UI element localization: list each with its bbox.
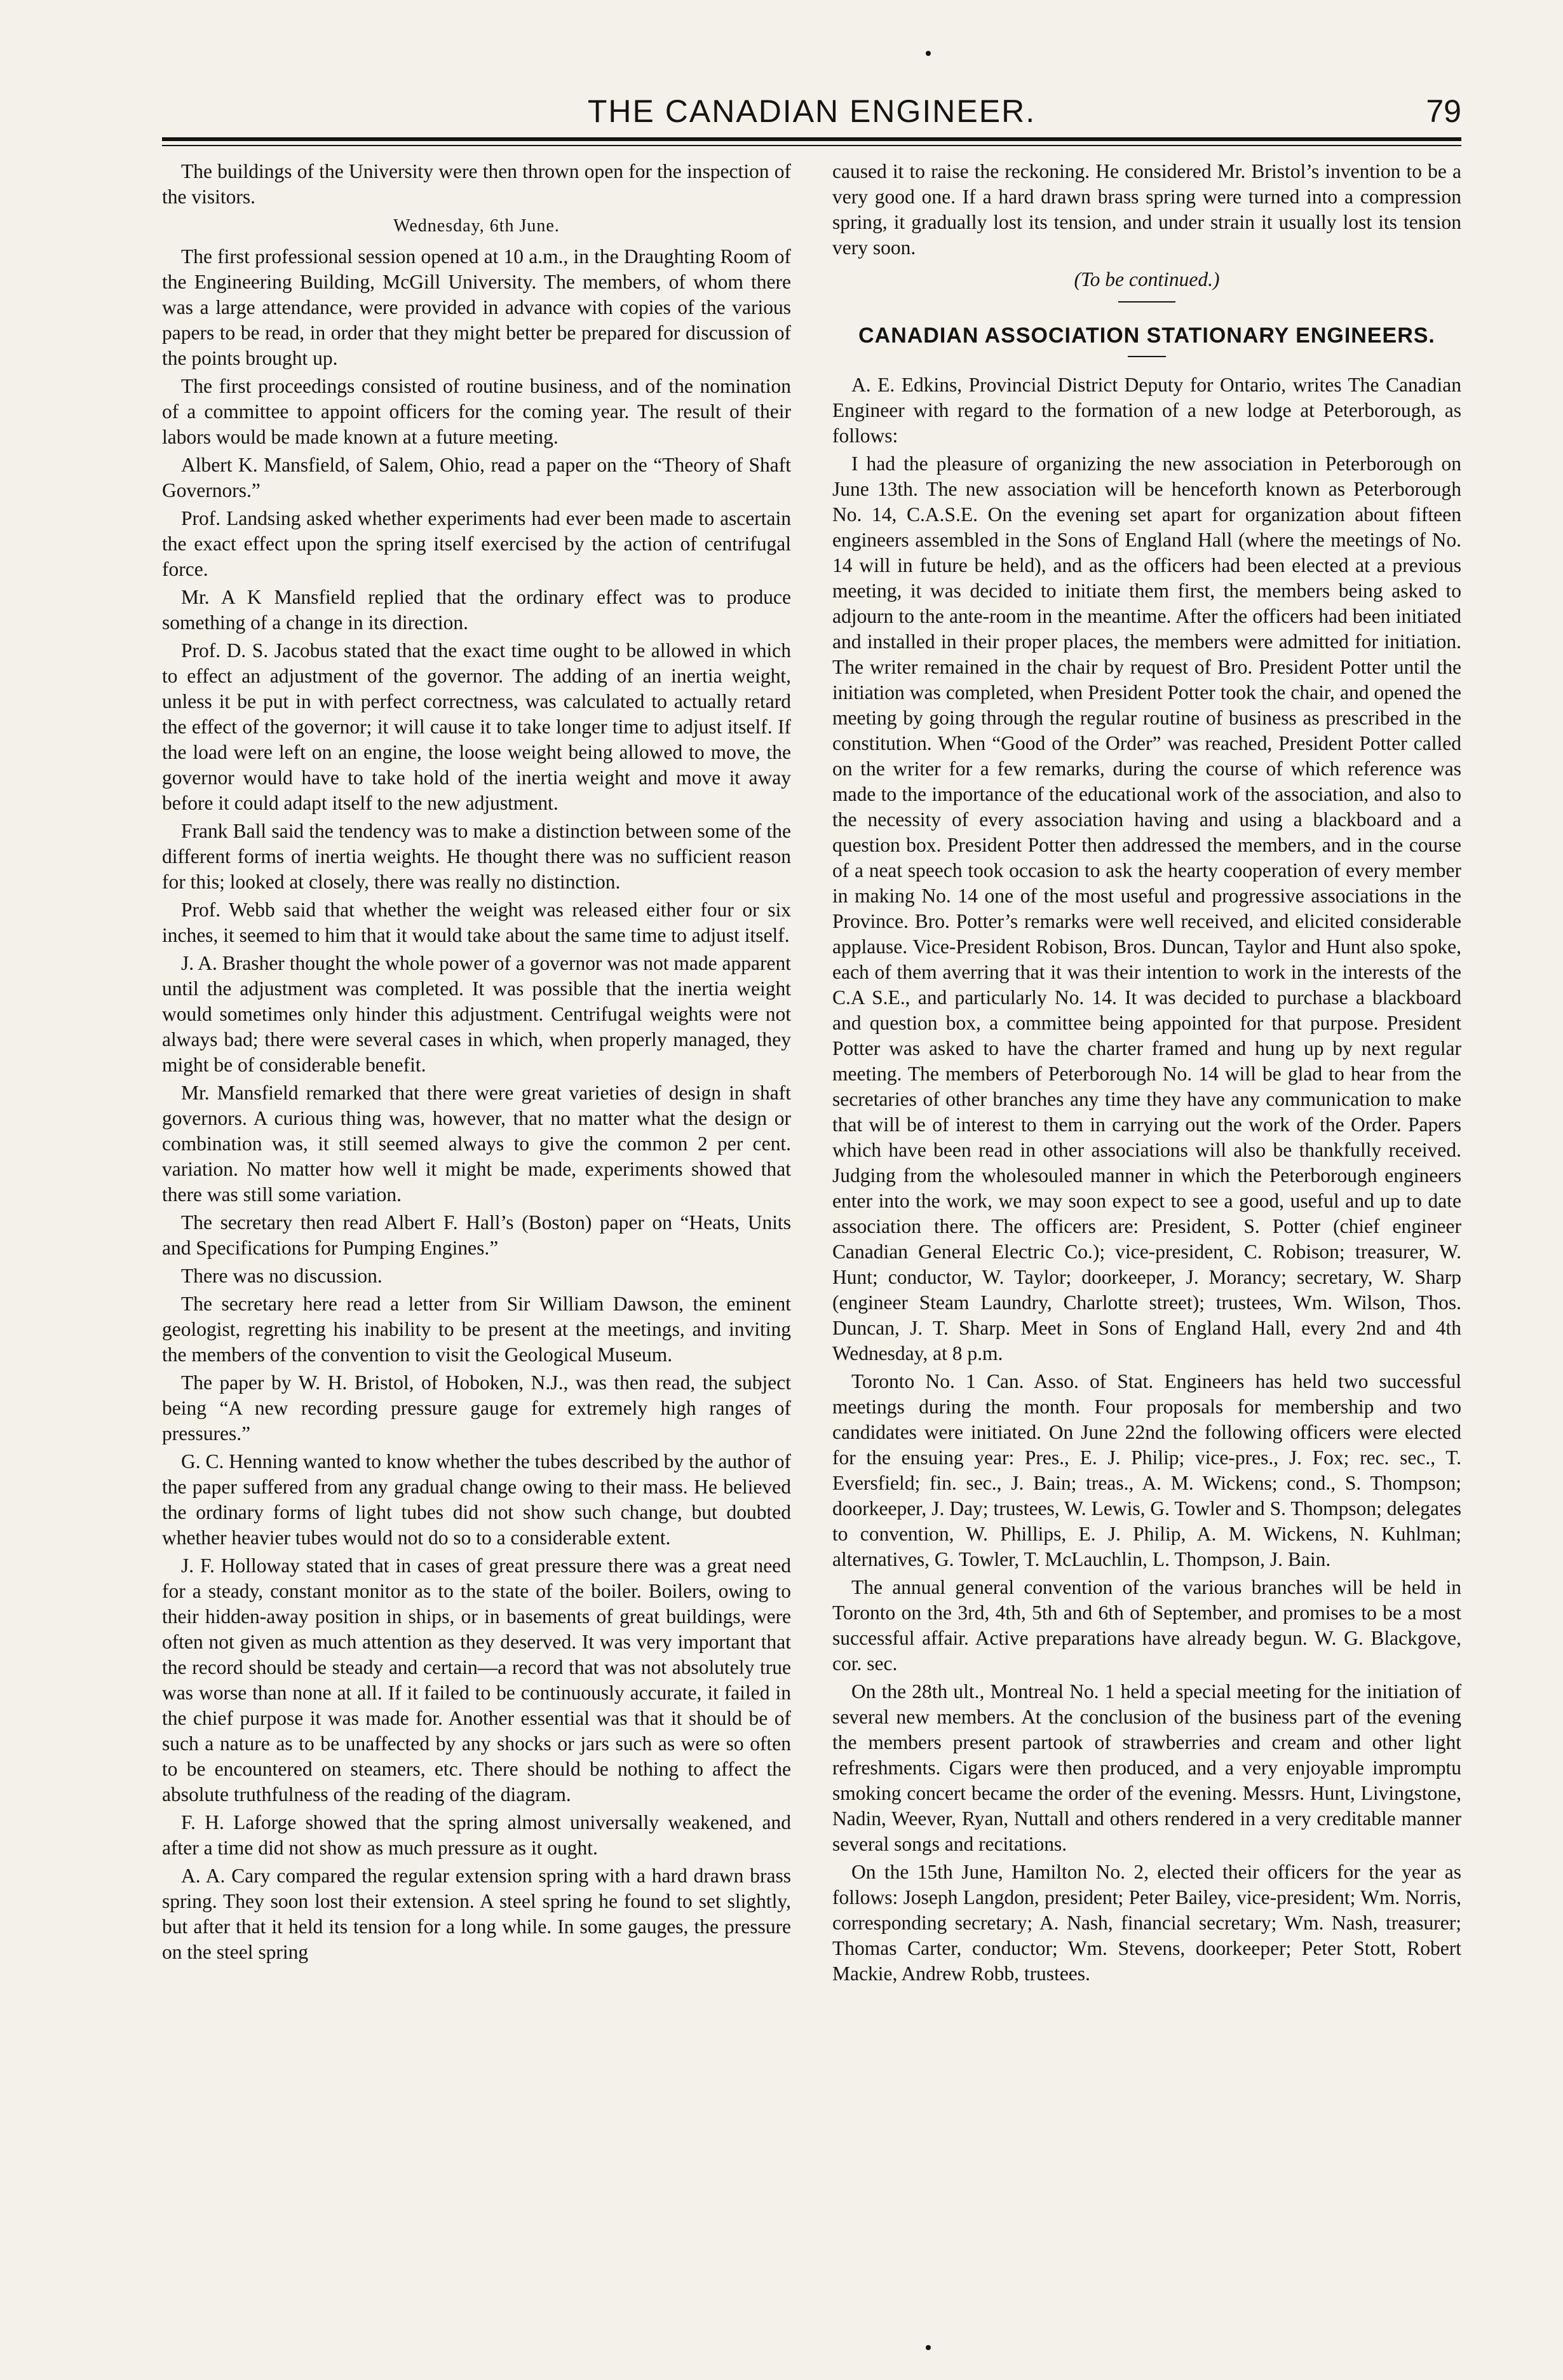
journal-title: THE CANADIAN ENGINEER. xyxy=(587,93,1036,129)
left-column xyxy=(162,159,791,1968)
paragraph: Albert K. Mansfield, of Salem, Ohio, read a paper on the “Theory of Shaft Governors.” xyxy=(162,454,791,501)
paragraph: The secretary then read Albert F. Hall’s (Boston) paper on “Heats, Units and Specifications for Pumping Engines.” xyxy=(162,1211,791,1259)
paragraph: A. A. Cary compared the regular extension spring with a hard drawn brass spring. They soon lost their extension. A steel spring he found to set slightly, but after that it held its tension for a long while. In some gauges, the pressure on the steel spring xyxy=(162,1865,791,1963)
paragraph: On the 15th June, Hamilton No. 2, elected their officers for the year as follows: Joseph Langdon, president; Peter Bailey, vice-president; Wm. Norris, corresponding secretary; A. Nash, financial secretary; Wm. Nash, treasurer; Thomas Carter, conductor; Wm. Stevens, doorkeeper; Peter Stott, Robert Mackie, Andrew Robb, trustees. xyxy=(832,1861,1461,1985)
paragraph: Mr. A K Mansfield replied that the ordinary effect was to produce something of a change in its direction. xyxy=(162,586,791,634)
paragraph: Prof. Webb said that whether the weight was released either four or six inches, it seemed to him that it would take about the same time to adjust itself. xyxy=(162,899,791,946)
paragraph: I had the pleasure of organizing the new association in Peterborough on June 13th. The new association will be henceforth known as Peterborough No. 14, C.A.S.E. On the evening set apart for organization about fifteen engineers assembled in the Sons of England Hall (where the meetings of No. 14 will in future be held), and as the officers had been elected at a previous meeting, it was decided to initiate them first, the members being asked to adjourn to the ante-room in the meantime. After the officers had been initiated and installed in their proper places, the members were admitted for initiation. The writer remained in the chair by request of Bro. President Potter until the initiation was completed, when President Potter took the chair, and opened the meeting by going through the regular routine of business as prescribed in the constitution. When “Good of the Order” was reached, President Potter called on the writer for a few remarks, during the course of which reference was made to the importance of the educational work of the association, and also to the necessity of every association having and using a blackboard and a question box. President Potter then addressed the members, and in the course of a neat speech took occasion to ask the hearty cooperation of every member in making No. 14 one of the most useful and progressive associations in the Province. Bro. Potter’s remarks were well received, and elicited considerable applause. Vice-President Robison, Bros. Duncan, Taylor and Hunt also spoke, each of them averring that it was their intention to work in the interests of the C.A S.E., and particularly No. 14. It was decided to purchase a blackboard and question box, a committee being appointed for that purpose. President Potter was asked to have the charter framed and hung up by next regular meeting. The members of Peterborough No. 14 will be glad to hear from the secretaries of other branches any time they have any communication to make that will be of interest to them in carrying out the work of the Order. Papers which have been read in other associations will also be thankfully received. Judging from the wholesouled manner in which the Peterborough engineers enter into the work, we may soon expect to see a good, useful and up to date association there. The officers are: President, S. Potter (chief engineer Canadian General Electric Co.); vice-president, C. Robison; treasurer, W. Hunt; conductor, W. Taylor; doorkeeper, J. Morancy; secretary, W. Sharp (engineer Steam Laundry, Charlotte street); trustees, Wm. Wilson, Thos. Duncan, J. T. Sharp. Meet in Sons of England Hall, every 2nd and 4th Wednesday, at 8 p.m. xyxy=(832,452,1461,1364)
session-date: Wednesday, 6th June. xyxy=(393,216,560,236)
paragraph: The secretary here read a letter from Sir William Dawson, the eminent geologist, regretting his inability to be present at the meetings, and inviting the members of the convention to visit the Geological Museum. xyxy=(162,1293,791,1366)
paragraph: J. A. Brasher thought the whole power of a governor was not made apparent until the adjustment was completed. It was possible that the inertia weight would sometimes only hinder this adjustment. Centrifugal weights were not always bad; there were several cases in which, when properly managed, they might be of considerable benefit. xyxy=(162,952,791,1076)
paragraph: G. C. Henning wanted to know whether the tubes described by the author of the paper suffered from any gradual change owing to their mass. He believed the ordinary forms of light tubes did not show such change, but doubted whether heavier tubes would not do so to a considerable extent. xyxy=(162,1450,791,1549)
continued-note: (To be continued.) xyxy=(1074,268,1220,290)
page-header xyxy=(162,89,1461,133)
paragraph: There was no discussion. xyxy=(181,1265,382,1287)
paragraph: The buildings of the University were then thrown open for the inspection of the visitors. xyxy=(162,160,791,208)
paragraph: On the 28th ult., Montreal No. 1 held a special meeting for the initiation of several new members. At the conclusion of the business part of the evening the members present partook of strawberries and cream and other light refreshments. Cigars were then produced, and a very enjoyable impromptu smoking concert became the order of the evening. Messrs. Hunt, Livingstone, Nadin, Weever, Ryan, Nuttall and others rendered in a very creditable manner several songs and recitations. xyxy=(832,1680,1461,1855)
paragraph: The first proceedings consisted of routine business, and of the nomination of a committee to appoint officers for the coming year. The result of their labors would be made known at a future meeting. xyxy=(162,375,791,448)
section-divider xyxy=(1118,301,1175,303)
paragraph: Prof. D. S. Jacobus stated that the exact time ought to be allowed in which to effect an adjustment of the governor. The adding of an inertia weight, unless it be put in with perfect correctness, was calculated to actually retard the effect of the governor; it will cause it to take longer time to adjust itself. If the load were left on an engine, the loose weight being allowed to move, the governor would have to take hold of the inertia weight and move it away before it could adapt itself to the new adjustment. xyxy=(162,639,791,814)
page-number: 79 xyxy=(1426,93,1461,129)
section-heading: CANADIAN ASSOCIATION STATIONARY ENGINEERS. xyxy=(858,323,1435,348)
paragraph: Frank Ball said the tendency was to make a distinction between some of the different forms of inertia weights. He thought there was no sufficient reason for this; looked at closely, there was really no distinction. xyxy=(162,820,791,893)
paragraph: The paper by W. H. Bristol, of Hoboken, N.J., was then read, the subject being “A new recording pressure gauge for extremely high ranges of pressures.” xyxy=(162,1371,791,1445)
paragraph: A. E. Edkins, Provincial District Deputy for Ontario, writes The Canadian Engineer with regard to the formation of a new lodge at Peterborough, as follows: xyxy=(832,374,1461,447)
paragraph: Prof. Landsing asked whether experiments had ever been made to ascertain the exact effect upon the spring itself exercised by the action of centrifugal force. xyxy=(162,507,791,580)
paragraph: The first professional session opened at 10 a.m., in the Draughting Room of the Engineering Building, McGill University. The members, of whom there was a large attendance, were provided in advance with copies of the various papers to be read, in order that they might better be prepared for discussion of the points brought up. xyxy=(162,245,791,369)
right-column xyxy=(832,159,1461,1989)
heading-divider xyxy=(1128,356,1166,357)
print-mark xyxy=(926,2345,931,2350)
header-rule-thin xyxy=(162,145,1461,146)
paragraph: F. H. Laforge showed that the spring almost universally weakened, and after a time did not show as much pressure as it ought. xyxy=(162,1811,791,1859)
paragraph: Toronto No. 1 Can. Asso. of Stat. Engineers has held two successful meetings during the month. Four proposals for membership and two candidates were initiated. On June 22nd the following officers were elected for the ensuing year: Pres., E. J. Philip; vice-pres., J. Fox; rec. sec., T. Eversfield; fin. sec., J. Bain; treas., A. M. Wickens; cond., S. Thompson; doorkeeper, J. Day; trustees, W. Lewis, G. Towler and S. Thompson; delegates to convention, W. Phillips, E. J. Philip, A. M. Wickens, N. Kuhlman; alternatives, G. Towler, T. McLauchlin, L. Thompson, J. Bain. xyxy=(832,1370,1461,1570)
header-rule-thick xyxy=(162,137,1461,141)
paragraph: The annual general convention of the various branches will be held in Toronto on the 3rd, 4th, 5th and 6th of September, and promises to be a most successful affair. Active preparations have already begun. W. G. Blackgove, cor. sec. xyxy=(832,1576,1461,1675)
paragraph: Mr. Mansfield remarked that there were great varieties of design in shaft governors. A curious thing was, however, that no matter what the design or combination was, it still seemed always to give the common 2 per cent. variation. No matter how well it might be made, experiments showed that there was still some variation. xyxy=(162,1082,791,1206)
paragraph: J. F. Holloway stated that in cases of great pressure there was a great need for a steady, constant monitor as to the state of the boiler. Boilers, owing to their hidden-away position in ships, or in basements of great buildings, were often not given as much attention as they deserved. It was very important that the record should be steady and certain—a record that was not absolutely true was worse than none at all. If it failed to be continuously accurate, it failed in the chief purpose it was made for. Another essential was that it should be of such a nature as to be unaffected by any shocks or jars such as were so often to be encountered on steamers, etc. There should be nothing to affect the absolute truthfulness of the reading of the diagram. xyxy=(162,1554,791,1805)
paragraph: caused it to raise the reckoning. He considered Mr. Bristol’s invention to be a very good one. If a hard drawn brass spring were turned into a compression spring, it gradually lost its tension, and under strain it usually lost its tension very soon. xyxy=(832,160,1461,259)
print-mark xyxy=(926,51,931,56)
